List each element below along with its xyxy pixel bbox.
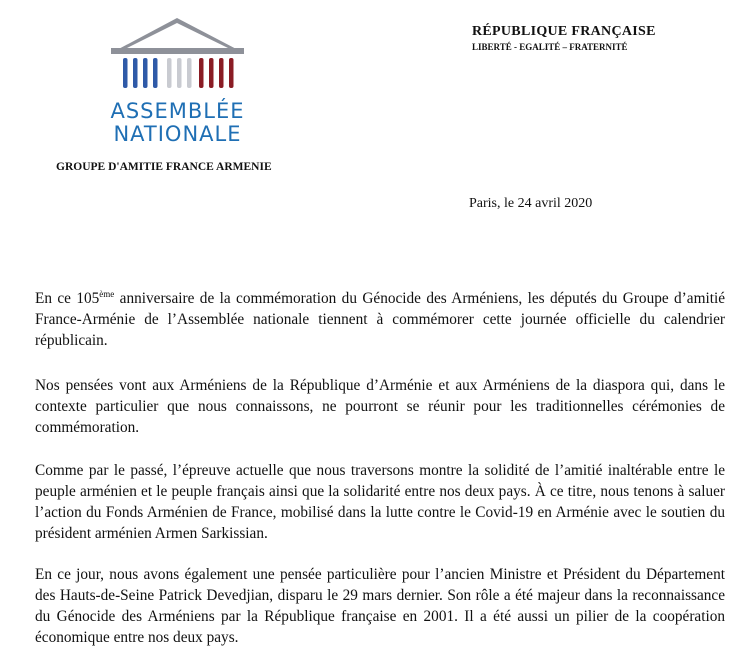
paragraph-1-rest: anniversaire de la commémoration du Génocide des Arméniens, les députés du Groupe d’amitié France-Arménie de l’Assemblée nationale tiennent à commémorer cette journée officielle du calendrier républicain. bbox=[35, 290, 726, 349]
republic-title: RÉPUBLIQUE FRANÇAISE bbox=[472, 24, 656, 39]
paragraph-3: Comme par le passé, l’épreuve actuelle que nous traversons montre la solidité de l’amitié inaltérable entre le peuple arménien et le peuple français ainsi que la solidarité entre nos deux pays. À ce titre, nous tenons à saluer l’action du Fonds Arménien de France, mobilisé dans la lutte contre le Covid-19 en Arménie avec le soutien du président arménien Armen Sarkissian. bbox=[35, 462, 725, 542]
paragraph-2: Nos pensées vont aux Arméniens de la République d’Arménie et aux Arméniens de la diaspora qui, dans le contexte particulier que nous connaissons, ne pourront se réunir pour les traditionnelles cérémonies de commémoration. bbox=[35, 377, 725, 436]
republic-motto: LIBERTÉ - EGALITÉ – FRATERNITÉ bbox=[472, 42, 628, 52]
group-name: GROUPE D'AMITIE FRANCE ARMENIE bbox=[56, 161, 272, 173]
assemblee-nationale-logo bbox=[105, 12, 250, 147]
paragraph-4: En ce jour, nous avons également une pensée particulière pour l’ancien Ministre et Président du Département des Hauts-de-Seine Patrick Devedjian, disparu le 29 mars dernier. Son rôle a été majeur dans la reconnaissance du Génocide des Arméniens par la République française en 2001. Il a été aussi un pilier de la coopération économique entre nos deux pays. bbox=[35, 566, 725, 646]
logo-text-line2: NATIONALE bbox=[113, 122, 242, 146]
paragraph-1-start: En ce 105 bbox=[35, 290, 100, 307]
logo-text-line1: ASSEMBLÉE bbox=[110, 99, 245, 123]
assemblee-nationale-hemicycle-icon bbox=[105, 12, 250, 100]
paragraph-1 bbox=[35, 288, 725, 351]
ordinal-suffix: ème bbox=[99, 289, 115, 299]
letter-date: Paris, le 24 avril 2020 bbox=[469, 196, 593, 211]
